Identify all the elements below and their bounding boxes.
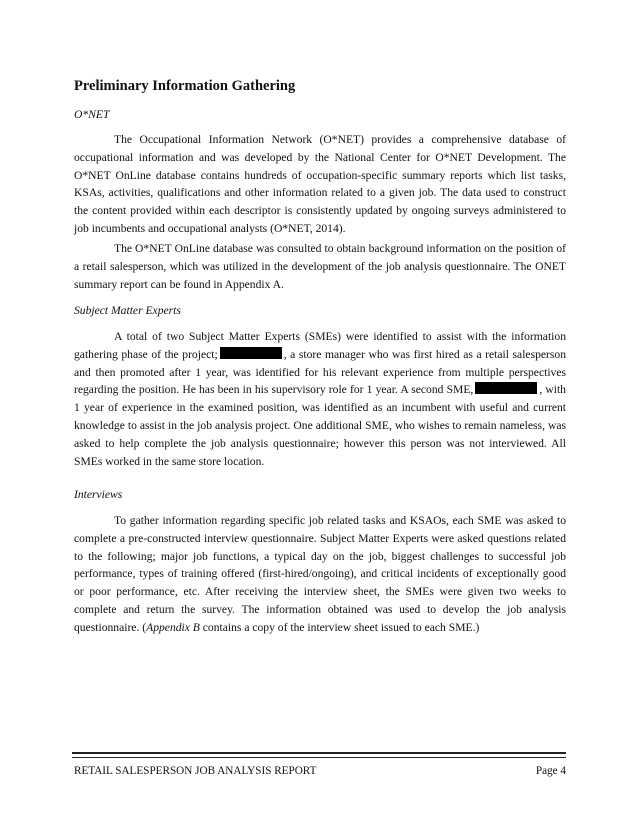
sme-paragraph [74, 328, 566, 470]
interviews-text-part-1: To gather information regarding specific job related tasks and KSAOs, each SME was asked to complete a pre-constructed interview questionnaire. Subject Matter Experts were asked questions related to the following; major job functions, a typical day on the job, biggest challenges to successful job performance, types of training offered (first-hired/ongoing), and critical incidents of exceptionally good or poor performance, etc. After receiving the interview sheet, the SMEs were given two weeks to complete and return the survey. The information obtained was used to develop the job analysis questionnaire. ( [74, 514, 566, 634]
redacted-name-block [220, 347, 282, 359]
interviews-text-part-2: contains a copy of the interview sheet issued to each SME.) [199, 620, 480, 634]
section-title: Preliminary Information Gathering [74, 78, 296, 94]
sme-text-part-1: A total of two Subject Matter Experts (SMEs) were identified to assist with the information gathering phase of the project; [74, 330, 566, 361]
onet-paragraph-1: The Occupational Information Network (O*NET) provides a comprehensive database of occupational information and was developed by the National Center for O*NET Development. The O*NET OnLine database contains hundreds of occupation-specific summary reports which list tasks, KSAs, activities, qualifications and other information related to a given job. The data used to construct the content provided within each descriptor is consistently updated by ongoing surveys administered to job incumbents and occupational analysts (O*NET, 2014). [74, 133, 566, 235]
appendix-b-reference: Appendix B [146, 620, 200, 634]
footer-report-title: RETAIL SALESPERSON JOB ANALYSIS REPORT [74, 765, 317, 777]
redacted-name-block [475, 382, 537, 394]
sme-heading: Subject Matter Experts [74, 304, 181, 317]
interviews-heading: Interviews [74, 488, 123, 501]
footer-rule-thin [72, 757, 566, 758]
footer-page-number: Page 4 [535, 765, 566, 777]
onet-paragraph-2: The O*NET OnLine database was consulted to obtain background information on the position of a retail salesperson, which was utilized in the development of the job analysis questionnaire. The ONET summary report can be found in Appendix A. [74, 242, 566, 291]
sme-text-part-2: , a store manager who was first hired as a retail salesperson and then promoted after 1 year, was identified for his relevant experience from multiple perspectives regarding the position. He has been in his supervisory role for 1 year. A second SME, [74, 347, 566, 397]
interviews-paragraph [74, 512, 566, 637]
onet-heading: O*NET [74, 108, 110, 121]
footer-rule-thick [72, 752, 566, 754]
sme-text-part-3: , with 1 year of experience in the examined position, was identified as an incumbent with useful and current knowledge to assist in the job analysis project. One additional SME, who wishes to remain nameless, was asked to help complete the job analysis questionnaire; however this person was not interviewed. All SMEs worked in the same store location. [74, 383, 566, 468]
